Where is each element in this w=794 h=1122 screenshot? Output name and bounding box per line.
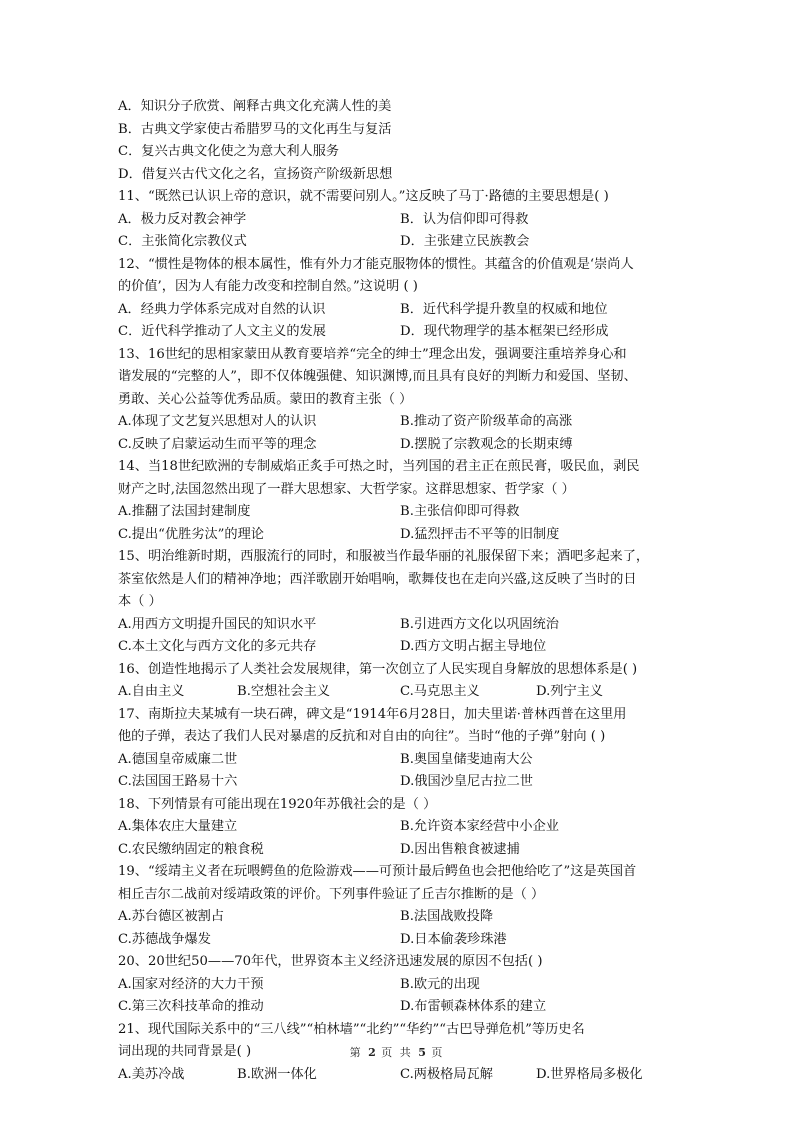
q15-stem-line: 本（ ） [118, 594, 162, 609]
q15-options-row [118, 636, 678, 659]
q13-options-row [118, 434, 678, 457]
q14-options-row [118, 524, 678, 547]
q19-option-b: B.法国战败投降 [400, 909, 494, 924]
q12-option-a: A．经典力学体系完成对自然的认识 [118, 301, 326, 317]
q13-option-a: A.体现了文艺复兴思想对人的认识 [118, 414, 317, 429]
q15-options-row [118, 614, 678, 637]
q20-option-c: C.第三次科技革命的推动 [118, 999, 264, 1014]
q11-options-row [118, 231, 678, 254]
q17-stem-line: 他的子弹，表达了我们人民对暴虐的反抗和对自由的向往”。当时“他的子弹”射向 ( ) [118, 729, 606, 744]
q14-option-c: C.提出“优胜劣汰”的理论 [118, 526, 264, 542]
q19-options-row [118, 929, 678, 952]
q10-option-c: C．复兴古典文化使之为意大利人服务 [118, 144, 340, 159]
q15-option-b: B.引进西方文化以巩固统治 [400, 616, 559, 632]
q18-option-a: A.集体农庄大量建立 [118, 819, 238, 834]
q15-option-d: D.西方文明占据主导地位 [400, 639, 547, 654]
q17-option-b: B.奥国皇储斐迪南大公 [400, 751, 533, 767]
footer-prefix: 第 [349, 1046, 363, 1059]
q17-options-row [118, 749, 678, 772]
q17-option-c: C.法国国王路易十六 [118, 774, 238, 789]
q16-option-d: D.列宁主义 [536, 684, 604, 699]
q20-option-a: A.国家对经济的大力干预 [118, 976, 264, 992]
q17-stem-line: 17、南斯拉夫某城有一块石碑，碑文是“1914年6月28日，加夫里诺·普林西普在这里用 [118, 706, 627, 722]
q10-option-d: D．借复兴古代文化之名，宣扬资产阶级新思想 [118, 166, 393, 182]
q21-options-row [118, 1064, 678, 1087]
q13-option-c: C.反映了启蒙运动生而平等的理念 [118, 436, 317, 452]
q18-option-d: D.因出售粮食被逮捕 [400, 841, 520, 857]
q16-option-c: C.马克思主义 [400, 684, 480, 699]
q13-stem-line: 谐发展的“完整的人”，即不仅体魄强健、知识渊博,而且具有良好的判断力和爱国、坚韧、 [118, 369, 637, 384]
q12-options-row [118, 321, 678, 344]
q11-option-a: A．极力反对教会神学 [118, 211, 247, 227]
q20-stem: 20、20世纪50——70年代，世界资本主义经济迅速发展的原因不包括( ) [118, 954, 543, 969]
q12-stem-line: 的价值’，因为人有能力改变和控制自然。”这说明 ( ) [118, 279, 418, 294]
q19-options-row [118, 906, 678, 929]
q16-options-row [118, 681, 678, 704]
q12-stem-line: 12、“惯性是物体的根本属性，惟有外力才能克服物体的惯性。其蕴含的价值观是‘崇尚人 [118, 256, 634, 272]
footer-total-pages: 5 [418, 1046, 426, 1059]
q14-stem-line: 财产之时,法国忽然出现了一群大思想家、大哲学家。这群思想家、哲学家（ ） [118, 481, 575, 497]
q14-stem-line: 14、当18世纪欧洲的专制威焰正炙手可热之时，当列国的君主正在煎民膏，吸民血，剥民 [118, 459, 640, 474]
q11-stem: 11、“既然已认识上帝的意识，就不需要问别人。”这反映了马丁·路德的主要思想是( ) [118, 189, 609, 204]
page-footer [0, 1044, 794, 1060]
q18-stem: 18、下列情景有可能出现在1920年苏俄社会的是（ ） [118, 796, 437, 812]
q10-option-b: B．古典文学家使古希腊罗马的文化再生与复活 [118, 121, 392, 137]
q19-stem-line: 19、“绥靖主义者在玩喂鳄鱼的危险游戏——可预计最后鳄鱼也会把他给吃了”这是英国首 [118, 864, 637, 879]
q15-option-c: C.本土文化与西方文化的多元共存 [118, 639, 317, 654]
q21-option-b: B.欧洲一体化 [237, 1066, 317, 1082]
q21-option-d: D.世界格局多极化 [536, 1066, 643, 1082]
q20-options-row [118, 996, 678, 1019]
q19-stem-line: 相丘吉尔二战前对绥靖政策的评价。下列事件验证了丘吉尔推断的是（ ） [118, 886, 545, 902]
q18-option-b: B.允许资本家经营中小企业 [400, 819, 559, 834]
q17-option-d: D.俄国沙皇尼古拉二世 [400, 774, 533, 789]
q15-stem-line: 茶室依然是人们的精神净地；西洋歌剧开始唱响，歌舞伎也在走向兴盛,这反映了当时的日 [118, 571, 637, 587]
q21-option-c: C.两极格局瓦解 [400, 1066, 493, 1082]
q20-options-row [118, 974, 678, 997]
q19-option-c: C.苏德战争爆发 [118, 931, 211, 947]
footer-page-number: 2 [368, 1046, 376, 1059]
q11-option-d: D．主张建立民族教会 [400, 234, 530, 249]
q11-option-b: B．认为信仰即可得救 [400, 211, 529, 227]
q15-stem-line: 15、明治维新时期，西服流行的同时，和服被当作最华丽的礼服保留下来；酒吧多起来了， [118, 549, 650, 564]
q13-option-b: B.推动了资产阶级革命的高涨 [400, 414, 573, 429]
q16-stem: 16、创造性地揭示了人类社会发展规律，第一次创立了人民实现自身解放的思想体系是( ) [118, 661, 638, 677]
q14-options-row [118, 501, 678, 524]
q21-option-a: A.美苏冷战 [118, 1066, 185, 1082]
q20-option-b: B.欧元的出现 [400, 976, 480, 992]
q12-option-b: B．近代科学提升教皇的权威和地位 [400, 301, 608, 317]
q14-option-a: A.推翻了法国封建制度 [118, 504, 251, 519]
q18-options-row [118, 839, 678, 862]
q13-stem-line: 勇敢、关心公益等优秀品质。蒙田的教育主张（ ） [118, 391, 413, 407]
footer-suffix: 页 [431, 1046, 445, 1059]
q18-option-c: C.农民缴纳固定的粮食税 [118, 841, 264, 857]
q15-option-a: A.用西方文明提升国民的知识水平 [118, 616, 317, 632]
q18-options-row [118, 816, 678, 839]
q12-options-row [118, 299, 678, 322]
q12-option-d: D．现代物理学的基本框架已经形成 [400, 324, 609, 339]
q21-stem-line: 21、现代国际关系中的“三八线”“柏林墙”“北约”“华约”“古巴导弹危机”等历史名 [118, 1021, 585, 1037]
q11-options-row [118, 209, 678, 232]
q17-options-row [118, 771, 678, 794]
q14-option-b: B.主张信仰即可得救 [400, 504, 520, 519]
q19-option-a: A.苏台德区被割占 [118, 909, 225, 924]
q13-stem-line: 13、16世纪的思相家蒙田从教育要培养“完全的绅士”理念出发，强调要注重培养身心和 [118, 346, 627, 362]
q16-option-a: A.自由主义 [118, 684, 185, 699]
q21-stem-line: 词出现的共同背景是( ) [118, 1044, 252, 1059]
q11-option-c: C．主张简化宗教仪式 [118, 234, 247, 249]
q16-option-b: B.空想社会主义 [237, 684, 331, 699]
q13-options-row [118, 411, 678, 434]
q19-option-d: D.日本偷袭珍珠港 [400, 931, 507, 947]
q20-option-d: D.布雷顿森林体系的建立 [400, 999, 547, 1014]
question-list [118, 96, 678, 1086]
q13-option-d: D.摆脱了宗教观念的长期束缚 [400, 436, 573, 452]
q17-option-a: A.德国皇帝威廉二世 [118, 751, 238, 767]
q10-option-a: A．知识分子欣赏、阐释古典文化充满人性的美 [118, 99, 392, 114]
footer-mid: 页 共 [381, 1046, 413, 1059]
q14-option-d: D.猛烈抨击不平等的旧制度 [400, 526, 560, 542]
q12-option-c: C．近代科学推动了人文主义的发展 [118, 324, 326, 339]
